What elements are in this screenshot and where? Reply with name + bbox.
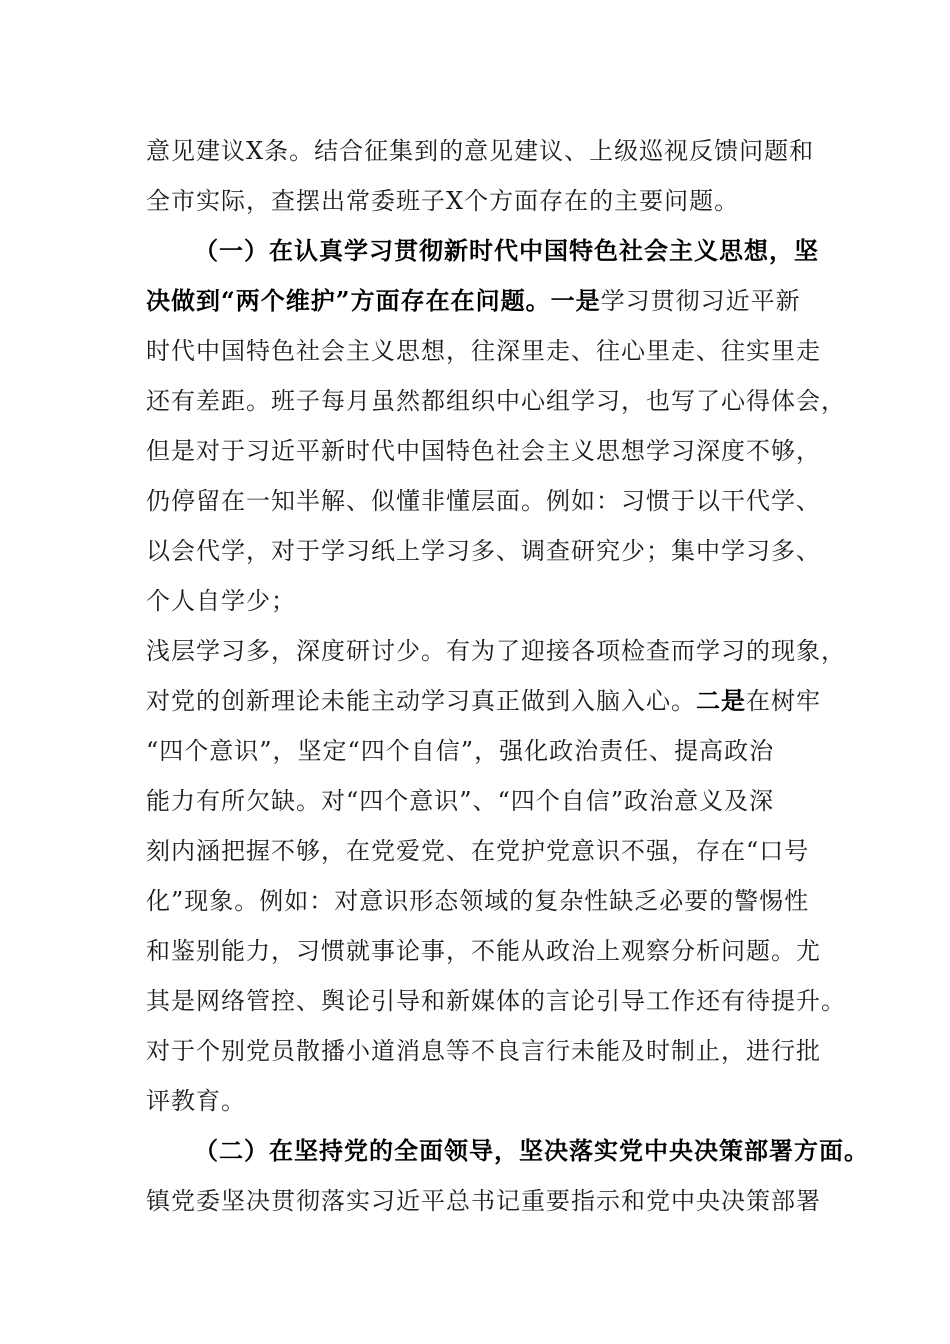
text-line-15 bbox=[146, 836, 809, 866]
line-text: 以会代学，对于学习纸上学习多、调查研究少；集中学习多、 bbox=[146, 537, 821, 565]
text-line-19 bbox=[146, 1036, 821, 1066]
line-text: 个人自学少； bbox=[146, 587, 296, 615]
line-text: 化”现象。例如：对意识形态领域的复杂性缺乏必要的警惕性 bbox=[146, 887, 810, 915]
heading-text-continued: 决做到“两个维护”方面存在在问题。一是 bbox=[146, 286, 601, 315]
text-line-20 bbox=[146, 1086, 246, 1116]
line-text: 刻内涵把握不够，在党爱党、在党护党意识不强，存在“口号 bbox=[146, 837, 810, 865]
line-text: 意见建议X条。结合征集到的意见建议、上级巡视反馈问题和 bbox=[146, 137, 815, 165]
line-text: 还有差距。班子每月虽然都组织中心组学习，也写了心得体会， bbox=[146, 387, 846, 415]
line-text: 对党的创新理论未能主动学习真正做到入脑入心。 bbox=[146, 687, 696, 715]
text-line-2 bbox=[146, 186, 739, 216]
text-line-7 bbox=[146, 436, 821, 466]
text-line-22 bbox=[146, 1186, 821, 1216]
line-text: 其是网络管控、舆论引导和新媒体的言论引导工作还有待提升。 bbox=[146, 987, 846, 1015]
section-heading-1 bbox=[194, 236, 819, 266]
line-text: 能力有所欠缺。对“四个意识”、“四个自信”政治意义及深 bbox=[146, 787, 775, 815]
line-text: 评教育。 bbox=[146, 1087, 246, 1115]
bold-marker: 二是 bbox=[696, 686, 746, 715]
line-text: “四个意识”，坚定“四个自信”，强化政治责任、提高政治 bbox=[146, 737, 775, 765]
line-text: 镇党委坚决贯彻落实习近平总书记重要指示和党中央决策部署 bbox=[146, 1187, 821, 1215]
text-line-10 bbox=[146, 586, 296, 616]
line-text: 浅层学习多，深度研讨少。有为了迎接各项检查而学习的现象， bbox=[146, 637, 846, 665]
line-text: 全市实际，查摆出常委班子X个方面存在的主要问题。 bbox=[146, 187, 740, 215]
text-line-17 bbox=[146, 936, 821, 966]
text-line-9 bbox=[146, 536, 821, 566]
line-text: 但是对于习近平新时代中国特色社会主义思想学习深度不够， bbox=[146, 437, 821, 465]
line-text: 和鉴别能力，习惯就事论事，不能从政治上观察分析问题。尤 bbox=[146, 937, 821, 965]
line-text: 时代中国特色社会主义思想，往深里走、往心里走、往实里走 bbox=[146, 337, 821, 365]
line-text: 在树牢 bbox=[746, 687, 821, 715]
text-line-16 bbox=[146, 886, 809, 916]
text-line-12 bbox=[146, 686, 821, 716]
text-line-14 bbox=[146, 786, 774, 816]
text-line-1 bbox=[146, 136, 814, 166]
text-line-6 bbox=[146, 386, 846, 416]
text-line-18 bbox=[146, 986, 846, 1016]
line-text: 学习贯彻习近平新 bbox=[600, 287, 801, 315]
line-text: 对于个别党员散播小道消息等不良言行未能及时制止，进行批 bbox=[146, 1037, 821, 1065]
heading-text: （二）在坚持党的全面领导，坚决落实党中央决策部署方面。 bbox=[194, 1136, 869, 1165]
text-line-4 bbox=[146, 286, 801, 316]
text-line-5 bbox=[146, 336, 821, 366]
section-heading-2 bbox=[194, 1136, 869, 1166]
line-text: 仍停留在一知半解、似懂非懂层面。例如：习惯于以干代学、 bbox=[146, 487, 821, 515]
text-line-13 bbox=[146, 736, 774, 766]
heading-text: （一）在认真学习贯彻新时代中国特色社会主义思想，坚 bbox=[194, 236, 819, 265]
text-line-11 bbox=[146, 636, 846, 666]
text-line-8 bbox=[146, 486, 821, 516]
